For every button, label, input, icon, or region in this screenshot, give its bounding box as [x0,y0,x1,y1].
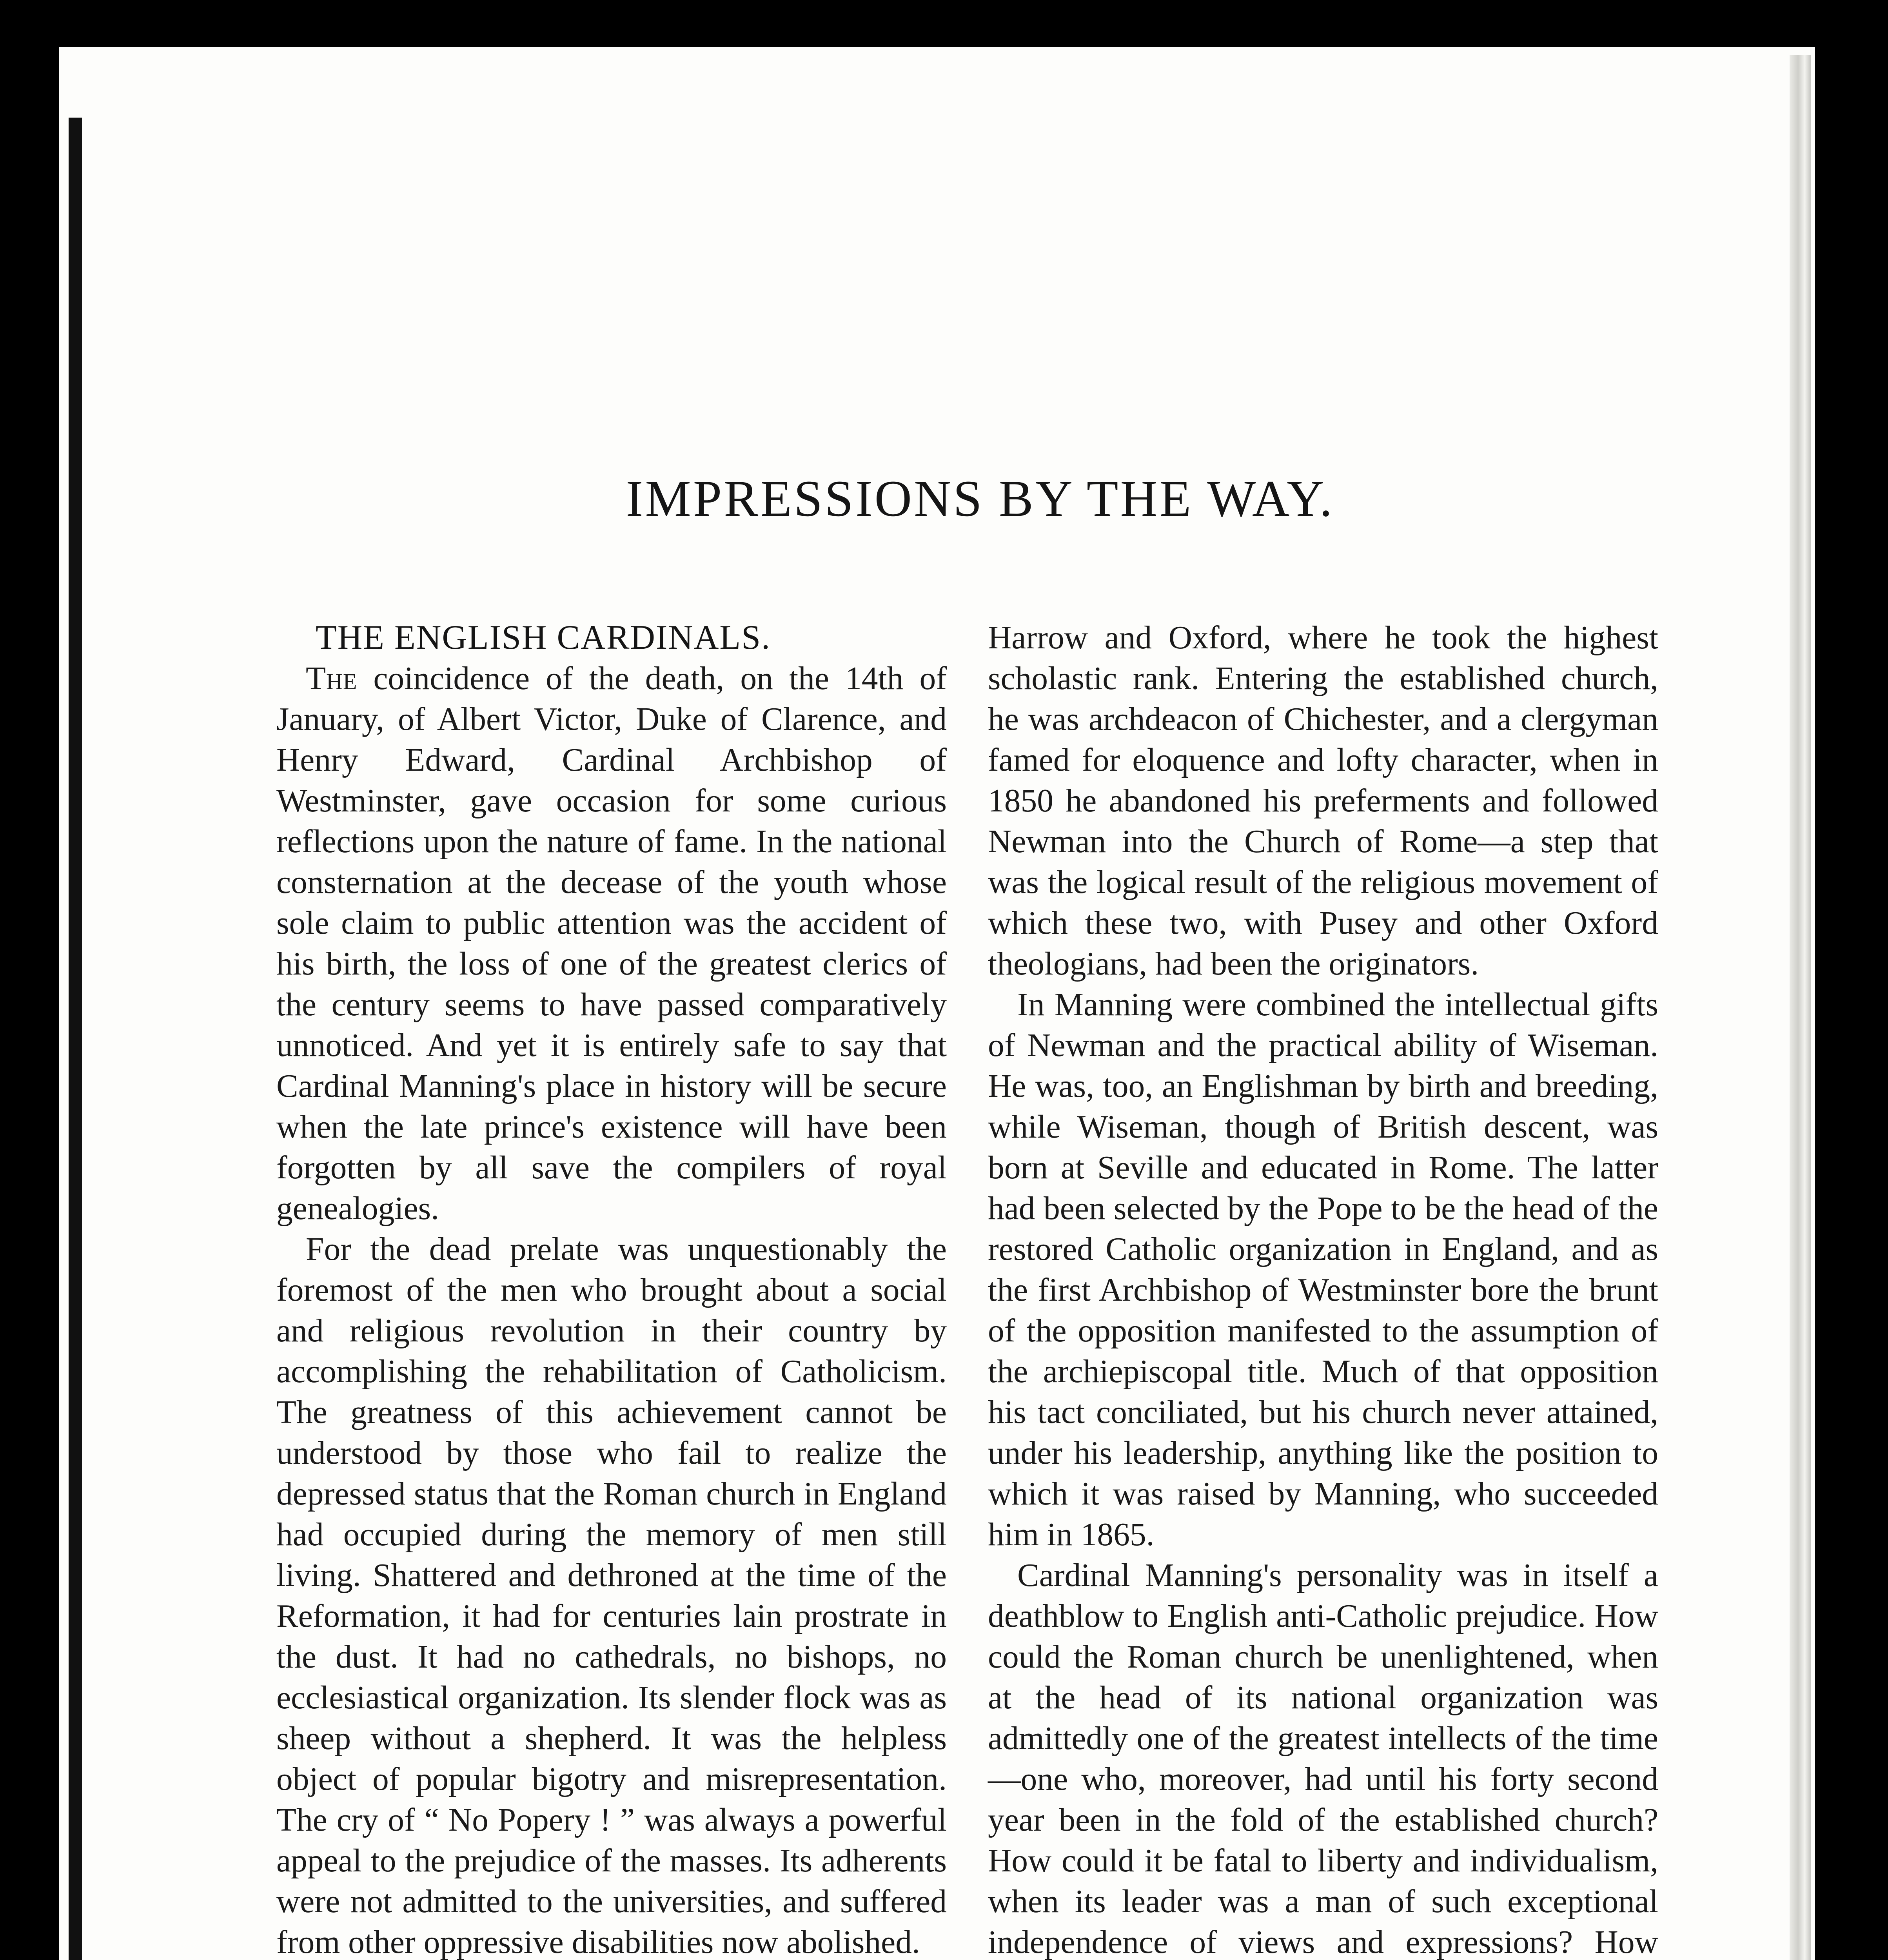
right-column [988,617,1658,1960]
left-column [276,617,947,1960]
paragraph-1 [276,658,947,1229]
paragraph-lead-word: The [306,661,358,697]
paragraph-5: Cardinal Manning's personality was in itself a deathblow to English anti-Catholic prejudice. How could the Roman church be unenlightened, when at the head of its national organization was admittedly one of the greatest intellects of the time—one who, moreover, had until his forty second year been in the fold of the established church? How could it be fatal to liberty and individualism, when its leader was a man of such exceptional independence of views and expressions? How [988,1557,1658,1960]
paragraph-continued: Harrow and Oxford, where he took the highest scholastic rank. Entering the established church, he was archdeacon of Chichester, and a clergyman famed for eloquence and lofty character, when in 1850 he abandoned his preferments and followed Newman into the Church of Rome—a step that was the logical result of the religious movement of which these two, with Pusey and other Oxford theologians, had been the originators. [988,620,1658,982]
paragraph-4: In Manning were combined the intellectual gifts of Newman and the practical ability of Wiseman. He was, too, an Englishman by birth and breeding, while Wiseman, though of British descent, was born at Seville and educated in Rome. The latter had been selected by the Pope to be the head of the restored Catholic organization in England, and as the first Archbishop of Westminster bore the brunt of the opposition manifested to the assumption of the archiepiscopal title. Much of that opposition his tact conciliated, but his church never attained, under his leadership, anything like the position to which it was raised by Manning, who succeeded him in 1865. [988,987,1658,1553]
paragraph-1-text: coincidence of the death, on the 14th of January, of Albert Victor, Duke of Clarence, and Henry Edward, Cardinal Archbishop of Westminster, gave occasion for some curious reflections upon the nature of fame. In the national consternation at the decease of the youth whose sole claim to public attention was the accident of his birth, the loss of one of the greatest clerics of the century seems to have passed comparatively unnoticed. And yet it is entirely safe to say that Cardinal Manning's place in history will be secure when the late prince's existence will have been forgotten by all save the compilers of royal genealogies. [276,661,947,1227]
page-right-edge [1790,55,1811,1960]
paragraph-2: For the dead prelate was unquestionably the foremost of the men who brought about a social and religious revolution in their country by accomplishing the rehabilitation of Catholicism. The greatness of this achievement cannot be understood by those who fail to realize the depressed status that the Roman church in England had occupied during the memory of men still living. Shattered and dethroned at the time of the Reformation, it had for centuries lain prostrate in the dust. It had no cathedrals, no bishops, no ecclesiastical organization. Its slender flock was as sheep without a shepherd. It was the helpless object of popular bigotry and misrepresentation. The cry of “ No Popery ! ” was always a powerful appeal to the prejudice of the masses. Its adherents were not admitted to the universities, and suffered from other oppressive disabilities now abolished. [276,1231,947,1960]
page-title: IMPRESSIONS BY THE WAY. [626,470,1334,527]
page-left-edge-shadow [69,118,82,1960]
section-heading: THE ENGLISH CARDINALS. [316,619,771,657]
